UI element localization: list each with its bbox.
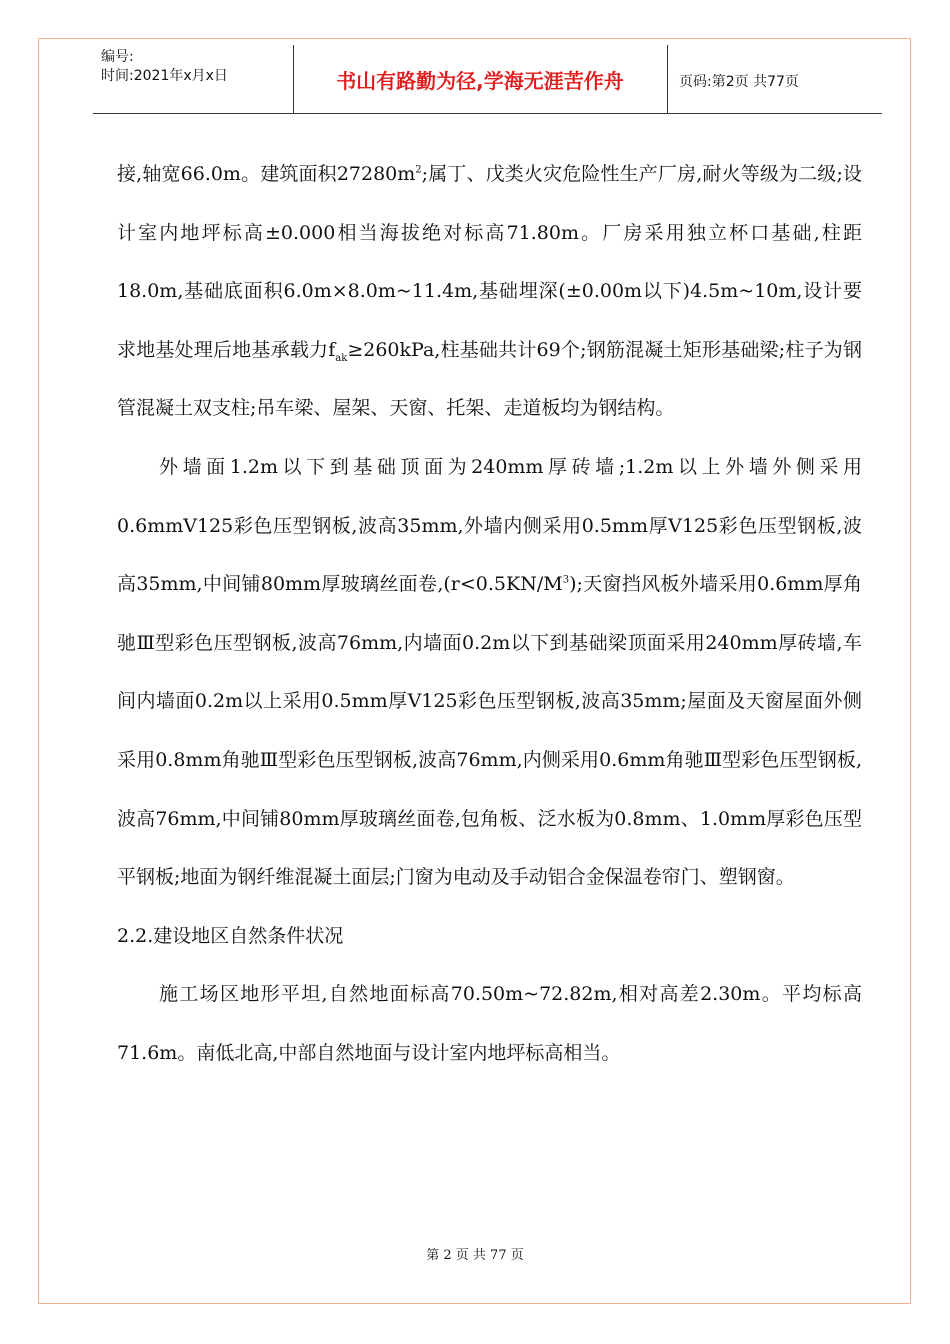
page-header [93,45,882,114]
header-divider-right [667,45,668,113]
header-page-label: 页码:第2页 共77页 [679,74,799,90]
header-time-label: 时间:2021年x月x日 [101,68,228,84]
text-run: 外墙面1.2m以下到基础顶面为240mm厚砖墙;1.2m以上外墙外侧采用0.6mmV125彩色压型钢板,波高35mm,外墙内侧采用0.5mm厚V125彩色压型钢板,波高35mm,中间铺80mm厚玻璃丝面卷,(r<0.5KN/M [117,455,862,596]
section-heading: 2.2.建设地区自然条件状况 [117,924,344,947]
paragraph-building-overview [117,145,862,438]
subscript: ak [335,352,348,364]
header-number-label: 编号: [101,49,134,65]
text-run: ≥260kPa,柱基础共计69个;钢筋混凝土矩形基础梁;柱子为钢管混凝土双支柱;吊车梁、屋架、天窗、托架、走道板均为钢结构。 [117,338,862,420]
paragraph-site-terrain: 施工场区地形平坦,自然地面标高70.50m~72.82m,相对高差2.30m。平均标高71.6m。南低北高,中部自然地面与设计室内地坪标高相当。 [117,983,862,1064]
paragraph-wall-materials [117,438,862,907]
header-motto: 书山有路勤为径,学海无涯苦作舟 [336,69,624,93]
text-run: 接,轴宽66.0m。建筑面积27280m [117,163,416,185]
superscript: 2 [415,164,422,176]
text-run: );天窗挡风板外墙采用0.6mm厚角驰Ⅲ型彩色压型钢板,波高76mm,内墙面0.2m以下到基础梁顶面采用240mm厚砖墙,车间内墙面0.2m以上采用0.5mm厚V125彩色压型钢板,波高35mm;屋面及天窗屋面外侧采用0.8mm角驰Ⅲ型彩色压型钢板,波高76mm,内侧采用0.6mm角驰Ⅲ型彩色压型钢板,波高76mm,中间铺80mm厚玻璃丝面卷,包角板、泛水板为0.8mm、1.0mm厚彩色压型平钢板;地面为钢纤维混凝土面层;门窗为电动及手动铝合金保温卷帘门、塑钢窗。 [117,573,862,889]
superscript: 3 [562,574,570,586]
text-run: ;属丁、戊类火灾危险性生产厂房,耐火等级为二级;设计室内地坪标高±0.000相当海拔绝对标高71.80m。厂房采用独立杯口基础,柱距18.0m,基础底面积6.0m×8.0m~11.4m,基础埋深(±0.00m以下)4.5m~10m,设计要求地基处理后地基承载力f [117,163,862,361]
page-footer: 第 2 页 共 77 页 [426,1248,524,1263]
header-meta [101,48,228,86]
document-body [117,145,862,1083]
